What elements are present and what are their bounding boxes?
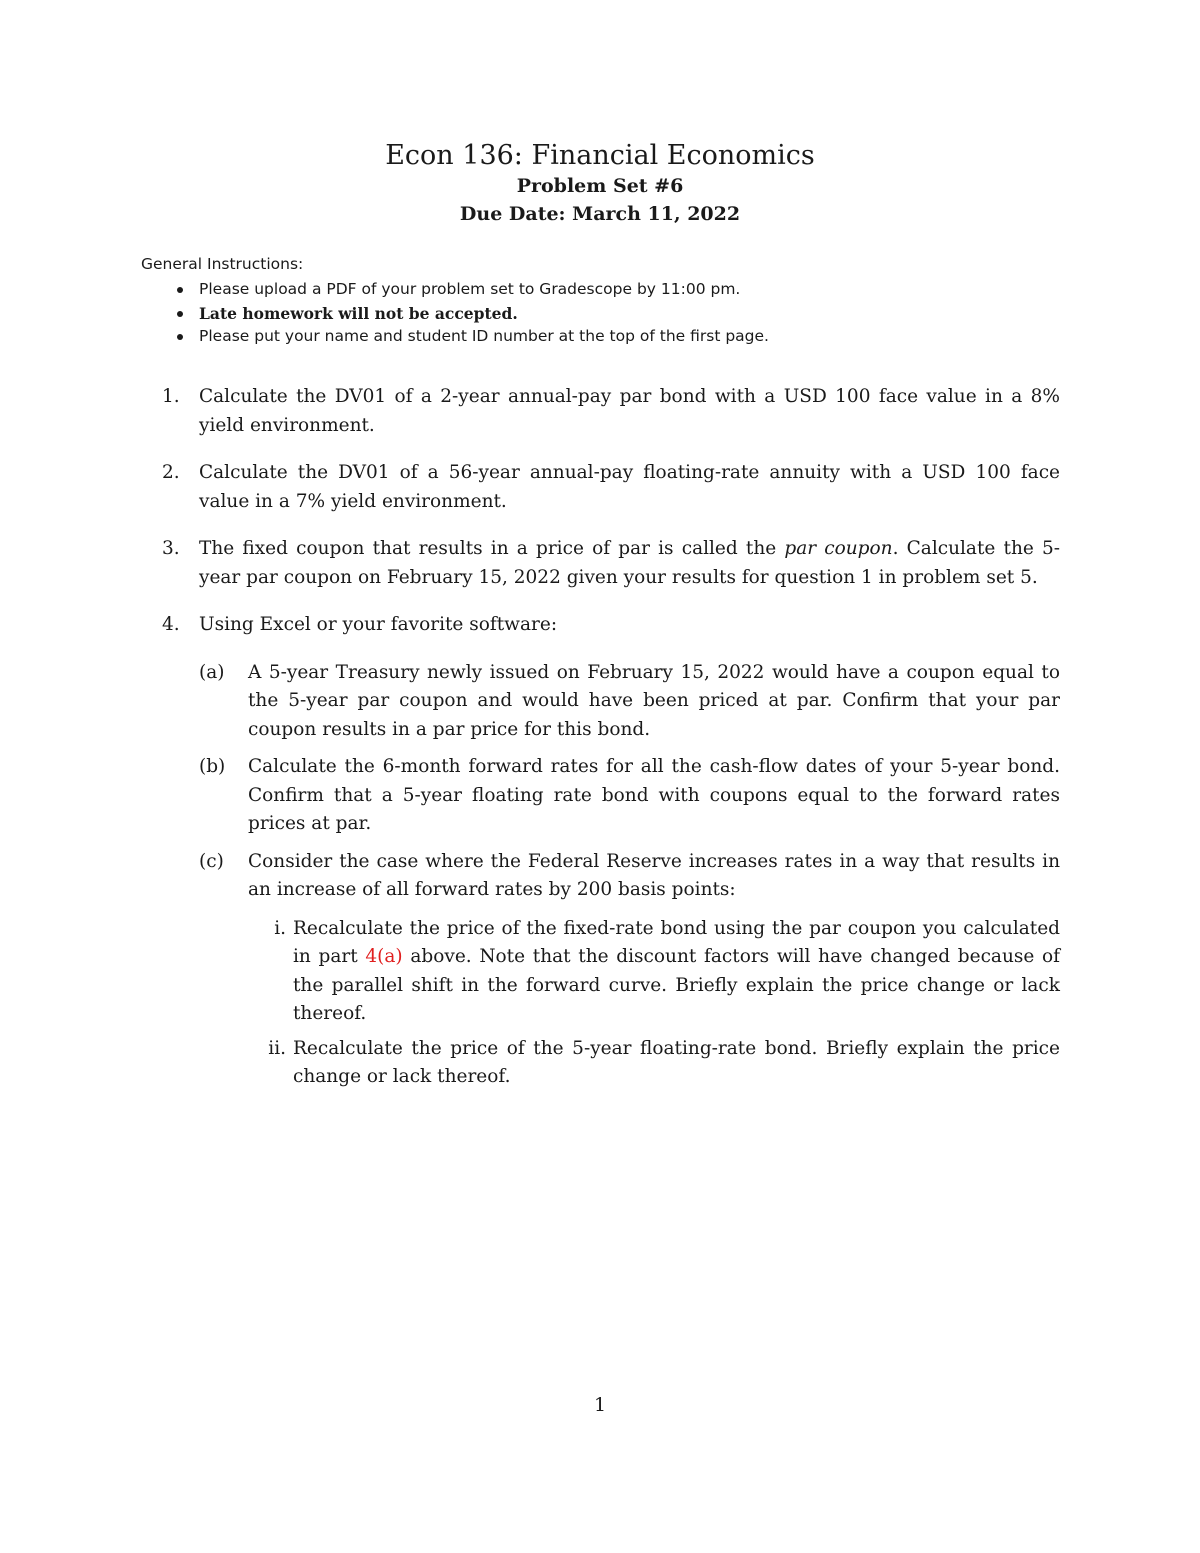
subquestion-list	[199, 659, 1060, 1092]
subitem-text-end: above. Note that the discount factors will have changed because of the parallel shift in the forward curve. Briefly explain the price change or lack thereof.	[293, 946, 1061, 1024]
subitem-text-start: Recalculate the price of the fixed-rate bond using the par coupon you calculated in part	[293, 917, 1060, 967]
subitem-label: ii.	[268, 1037, 286, 1059]
problem-set-label: Problem Set #6	[516, 175, 684, 197]
subitem-text: Recalculate the price of the 5-year floating-rate bond. Briefly explain the price change or lack thereof.	[293, 1037, 1060, 1087]
document-title: Econ 136: Financial Economics	[385, 140, 815, 171]
subquestion-text: Consider the case where the Federal Reserve increases rates in a way that results in an increase of all forward rates by 200 basis points:	[248, 850, 1060, 900]
bullet-icon	[177, 311, 183, 317]
instructions-list	[141, 278, 1061, 349]
subquestion-a	[199, 659, 1060, 745]
question-text: Using Excel or your favorite software:	[199, 614, 558, 635]
question-number: 2.	[162, 462, 180, 483]
instruction-item: Late homework will not be accepted.	[141, 302, 1061, 326]
subquestion-label: (a)	[199, 661, 225, 683]
due-date: Due Date: March 11, 2022	[459, 203, 741, 225]
subquestion-text: Calculate the 6-month forward rates for all the cash-flow dates of your 5-year bond. Confirm that a 5-year floating rate bond with coupons equal to the forward rates prices at par.	[248, 756, 1060, 834]
question-4	[162, 611, 1060, 1092]
bullet-icon	[177, 287, 183, 293]
page-number: 1	[593, 1394, 607, 1416]
general-instructions	[141, 252, 1061, 349]
question-1	[162, 383, 1060, 440]
subquestion-c	[199, 848, 1060, 1092]
emphasized-term: par coupon	[784, 538, 893, 559]
question-list	[162, 383, 1060, 1111]
cross-reference-link[interactable]: 4(a)	[365, 946, 403, 967]
instruction-item: Please upload a PDF of your problem set to Gradescope by 11:00 pm.	[141, 278, 1061, 302]
subitem-label: i.	[274, 917, 286, 939]
question-number: 1.	[162, 386, 180, 407]
question-number: 4.	[162, 614, 180, 635]
question-3	[162, 535, 1060, 592]
subquestion-b	[199, 753, 1060, 839]
question-2	[162, 459, 1060, 516]
subquestion-text: A 5-year Treasury newly issued on February 15, 2022 would have a coupon equal to the 5-year par coupon and would have been priced at par. Confirm that your par coupon results in a par price for this bond.	[248, 661, 1060, 740]
instruction-item: Please put your name and student ID number at the top of the first page.	[141, 325, 1061, 349]
question-text-end: . Calculate the 5-year par coupon on February 15, 2022 given your results for question 1 in problem set 5.	[199, 538, 1060, 588]
instructions-heading: General Instructions:	[141, 255, 304, 273]
subquestion-label: (c)	[199, 850, 224, 872]
question-text: Calculate the DV01 of a 2-year annual-pay par bond with a USD 100 face value in a 8% yield environment.	[199, 386, 1060, 436]
question-number: 3.	[162, 538, 180, 559]
bullet-icon	[177, 334, 183, 340]
question-text-start: The fixed coupon that results in a price of par is called the	[199, 538, 785, 559]
subquestion-label: (b)	[199, 756, 226, 777]
roman-subitem-list	[248, 915, 1060, 1092]
subitem-ii	[248, 1035, 1060, 1092]
question-text: Calculate the DV01 of a 56-year annual-pay floating-rate annuity with a USD 100 face value in a 7% yield environment.	[199, 462, 1060, 512]
subitem-i	[248, 915, 1060, 1029]
